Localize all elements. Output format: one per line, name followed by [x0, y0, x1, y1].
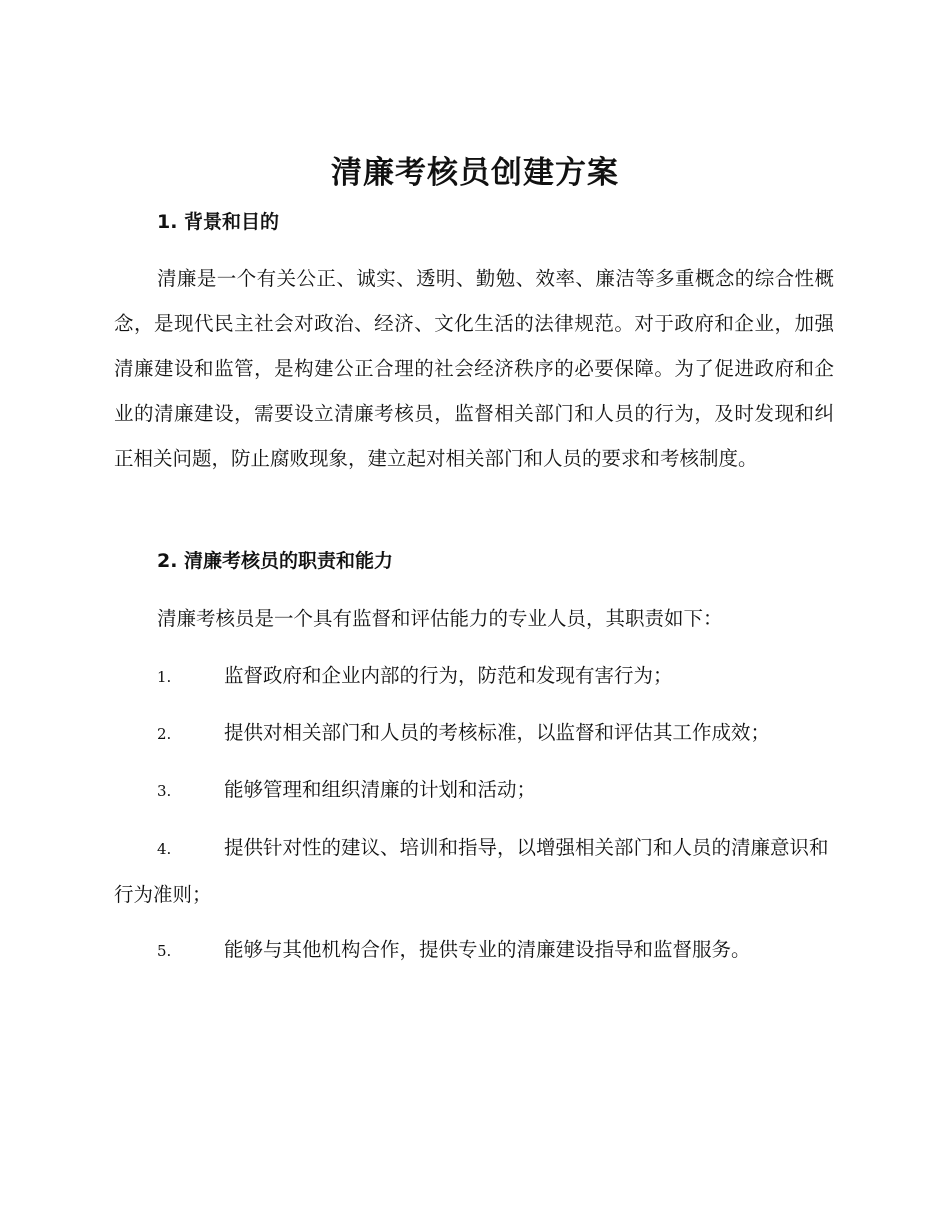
list-item-text: 能够管理和组织清廉的计划和活动；	[224, 778, 537, 801]
list-item-text: 提供针对性的建议、培训和指导，以增强相关部门和人员的清廉意识和行为准则；	[114, 836, 829, 906]
list-item-text: 提供对相关部门和人员的考核标准，以监督和评估其工作成效；	[224, 721, 771, 744]
section-heading-duties: 2. 清廉考核员的职责和能力	[157, 550, 394, 572]
section-paragraph-background: 清廉是一个有关公正、诚实、透明、勤勉、效率、廉洁等多重概念的综合性概念，是现代民主社会对政治、经济、文化生活的法律规范。对于政府和企业，加强清廉建设和监管，是构建公正合理的社会经济秩序的必要保障。为了促进政府和企业的清廉建设，需要设立清廉考核员，监督相关部门和人员的行为，及时发现和纠正相关问题，防止腐败现象，建立起对相关部门和人员的要求和考核制度。	[114, 267, 834, 470]
list-item-number: 4.	[157, 840, 172, 858]
list-item	[114, 825, 834, 917]
duties-intro: 清廉考核员是一个具有监督和评估能力的专业人员，其职责如下：	[157, 607, 723, 630]
list-item	[114, 710, 834, 757]
list-item-number: 5.	[157, 942, 172, 960]
section-heading-background: 1. 背景和目的	[157, 211, 280, 233]
list-item-text: 监督政府和企业内部的行为，防范和发现有害行为；	[224, 664, 673, 687]
list-item-number: 1.	[157, 668, 172, 686]
list-item	[114, 767, 834, 814]
document-title: 清廉考核员创建方案	[331, 155, 619, 191]
list-item-text: 能够与其他机构合作，提供专业的清廉建设指导和监督服务。	[224, 938, 751, 961]
list-item-number: 3.	[157, 782, 172, 800]
list-item-number: 2.	[157, 725, 172, 743]
list-item	[114, 653, 834, 700]
list-item	[114, 927, 834, 974]
